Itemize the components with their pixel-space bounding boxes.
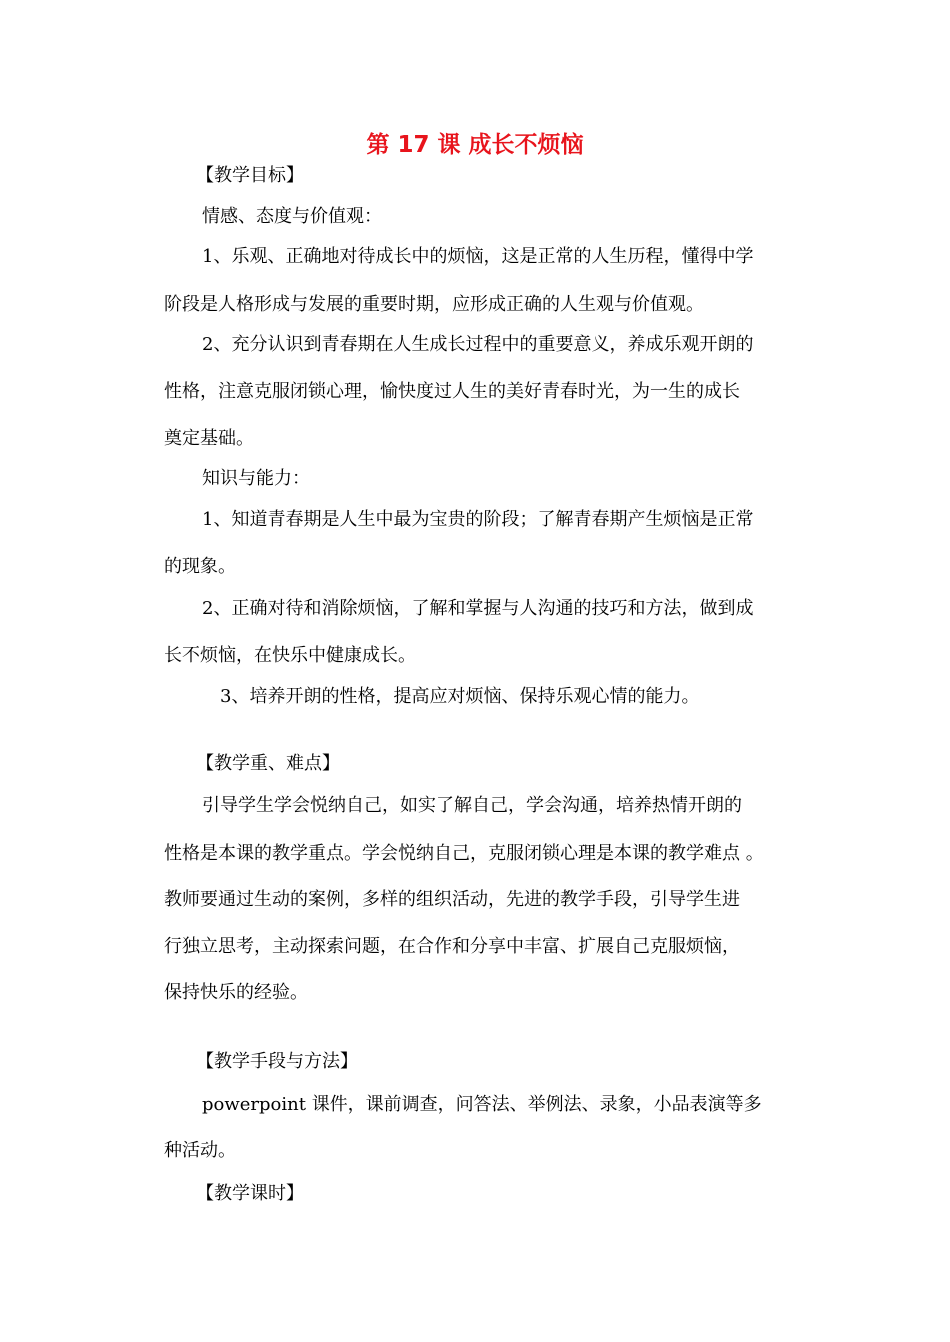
paragraph-line: 种活动。 bbox=[164, 1140, 236, 1161]
section-heading-hours: 【教学课时】 bbox=[196, 1183, 304, 1204]
paragraph-line: 1、乐观、正确地对待成长中的烦恼，这是正常的人生历程，懂得中学 bbox=[202, 246, 754, 267]
paragraph-line: 2、充分认识到青春期在人生成长过程中的重要意义，养成乐观开朗的 bbox=[202, 334, 754, 355]
section-heading-objectives: 【教学目标】 bbox=[196, 165, 304, 186]
paragraph-line: 性格，注意克服闭锁心理，愉快度过人生的美好青春时光，为一生的成长 bbox=[164, 381, 740, 402]
paragraph-line: 奠定基础。 bbox=[164, 428, 254, 449]
subheading-emotion: 情感、态度与价值观： bbox=[202, 206, 382, 227]
paragraph-line: 2、正确对待和消除烦恼，了解和掌握与人沟通的技巧和方法，做到成 bbox=[202, 598, 754, 619]
section-heading-key-points: 【教学重、难点】 bbox=[196, 753, 340, 774]
paragraph-line: 长不烦恼，在快乐中健康成长。 bbox=[164, 645, 416, 666]
section-heading-methods: 【教学手段与方法】 bbox=[196, 1051, 358, 1072]
paragraph-line: 1、知道青春期是人生中最为宝贵的阶段；了解青春期产生烦恼是正常 bbox=[202, 509, 754, 530]
subheading-knowledge: 知识与能力： bbox=[202, 468, 310, 489]
paragraph-line: 教师要通过生动的案例，多样的组织活动，先进的教学手段，引导学生进 bbox=[164, 889, 740, 910]
page-title: 第 17 课 成长不烦恼 bbox=[366, 132, 584, 158]
paragraph-line: 的现象。 bbox=[164, 556, 236, 577]
paragraph-line: 性格是本课的教学重点。学会悦纳自己，克服闭锁心理是本课的教学难点 。 bbox=[164, 843, 764, 864]
paragraph-line: 保持快乐的经验。 bbox=[164, 982, 308, 1003]
paragraph-line: 3、培养开朗的性格，提高应对烦恼、保持乐观心情的能力。 bbox=[220, 686, 700, 707]
paragraph-line: 引导学生学会悦纳自己，如实了解自己，学会沟通，培养热情开朗的 bbox=[202, 795, 742, 816]
paragraph-line: 阶段是人格形成与发展的重要时期，应形成正确的人生观与价值观。 bbox=[164, 294, 704, 315]
paragraph-line: 行独立思考，主动探索问题，在合作和分享中丰富、扩展自己克服烦恼， bbox=[164, 936, 740, 957]
paragraph-line: powerpoint 课件，课前调查，问答法、举例法、录象，小品表演等多 bbox=[202, 1094, 762, 1115]
